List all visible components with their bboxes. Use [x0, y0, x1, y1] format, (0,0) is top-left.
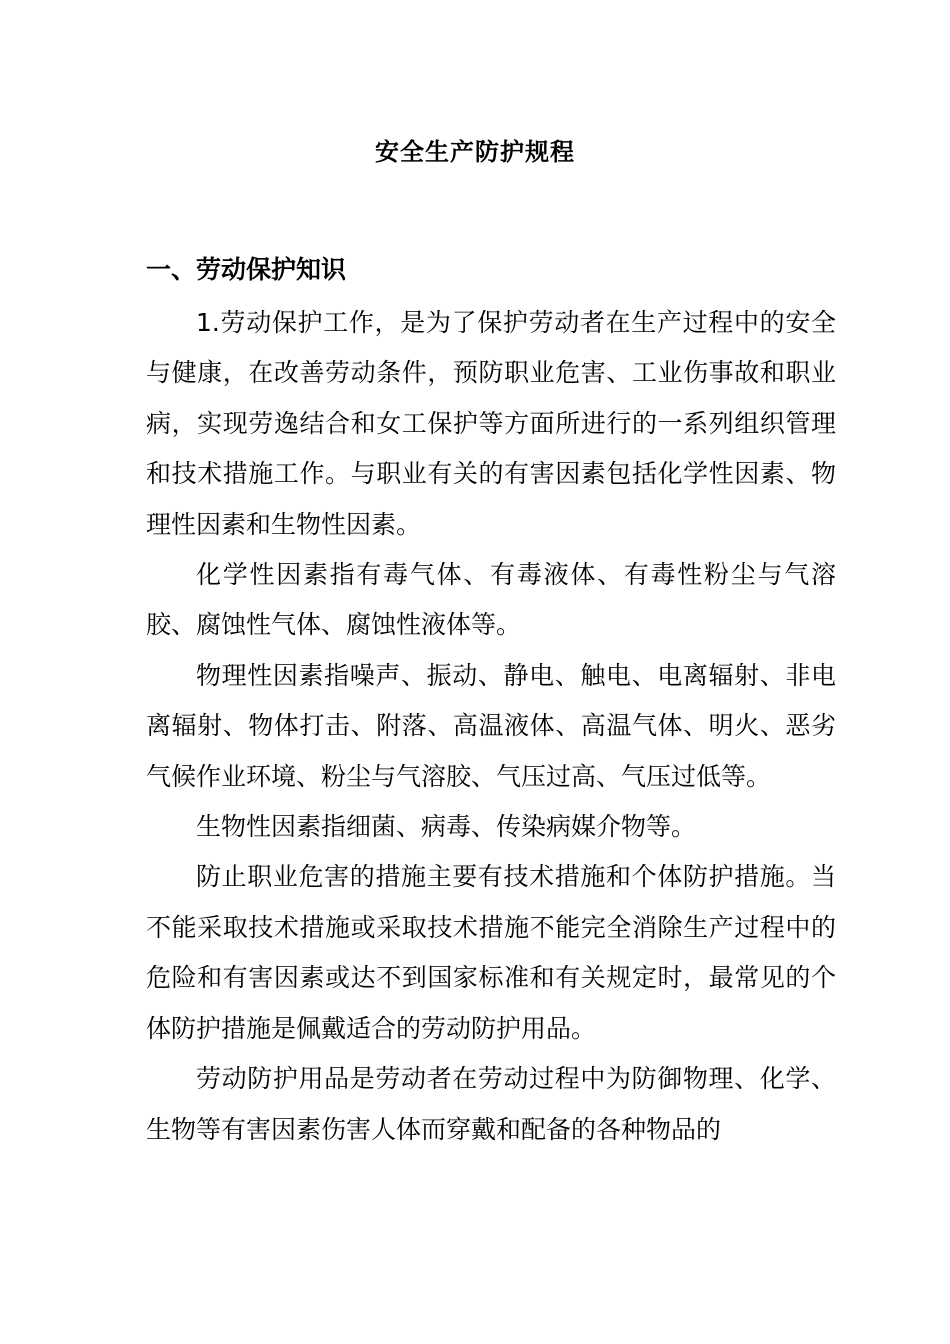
paragraph: 防止职业危害的措施主要有技术措施和个体防护措施。当不能采取技术措施或采取技术措施不能完全消除生产过程中的危险和有害因素或达不到国家标准和有关规定时，最常见的个体防护措施是佩戴适合的劳动防护用品。: [146, 862, 836, 1043]
paragraph: 物理性因素指噪声、振动、静电、触电、电离辐射、非电离辐射、物体打击、附落、高温液体、高温气体、明火、恶劣气候作业环境、粉尘与气溶胶、气压过高、气压过低等。: [146, 660, 836, 791]
paragraph: 生物性因素指细菌、病毒、传染病媒介物等。: [196, 812, 697, 842]
document-title: 安全生产防护规程: [375, 138, 575, 166]
paragraph: 化学性因素指有毒气体、有毒液体、有毒性粉尘与气溶胶、腐蚀性气体、腐蚀性液体等。: [146, 560, 836, 640]
paragraph: 1.劳动保护工作，是为了保护劳动者在生产过程中的安全与健康，在改善劳动条件，预防职业危害、工业伤事故和职业病，实现劳逸结合和女工保护等方面所进行的一系列组织管理和技术措施工作。与职业有关的有害因素包括化学性因素、物理性因素和生物性因素。: [146, 308, 836, 539]
section-heading: 一、劳动保护知识: [146, 255, 347, 284]
paragraph: 劳动防护用品是劳动者在劳动过程中为防御物理、化学、生物等有害因素伤害人体而穿戴和配备的各种物品的: [146, 1064, 836, 1144]
document-body: [146, 298, 836, 1155]
